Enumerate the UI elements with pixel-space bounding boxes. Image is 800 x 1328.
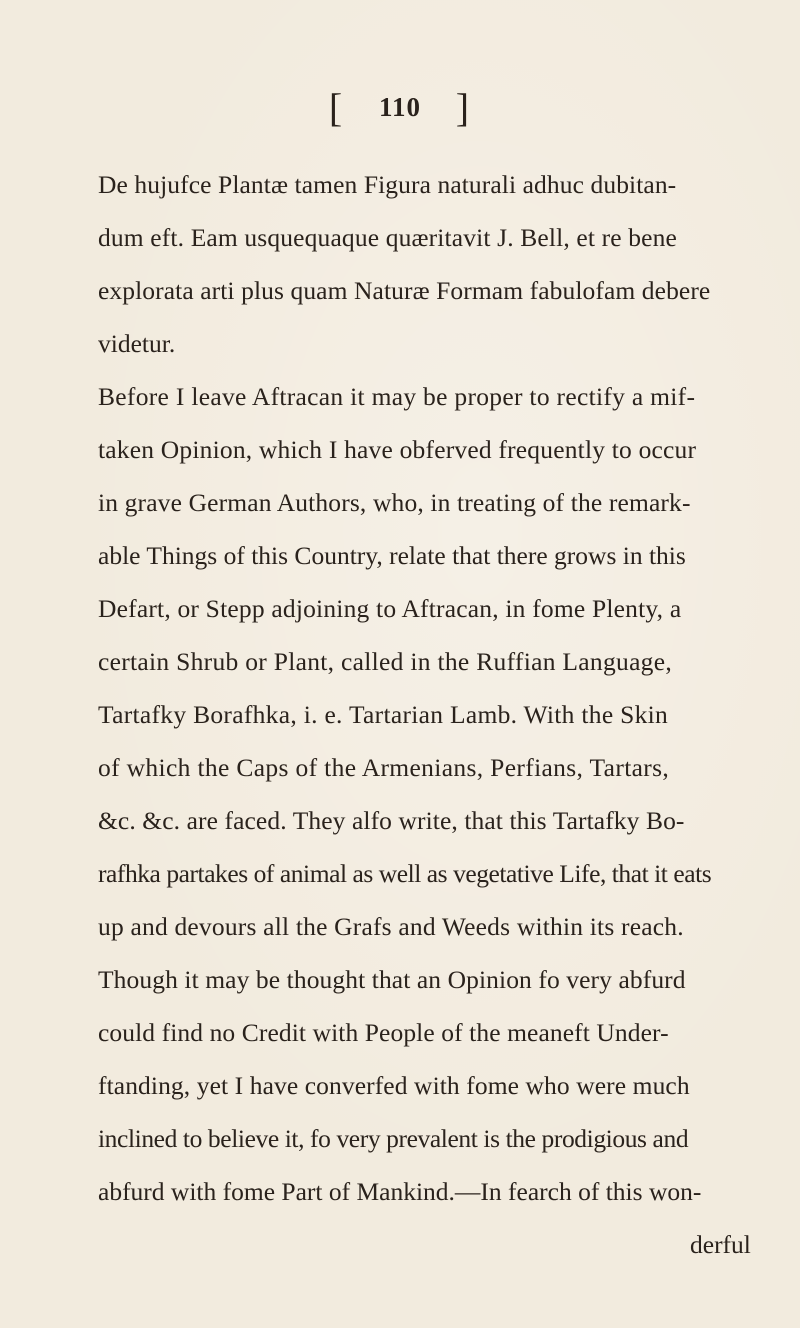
text-line: ftanding, yet I have converfed with fome who were much [98, 1071, 690, 1100]
text-line: up and devours all the Grafs and Weeds within its reach. [98, 912, 684, 941]
text-line: Tartafky Borafhka, i. e. Tartarian Lamb. With the Skin [98, 700, 669, 729]
right-bracket: ] [455, 85, 472, 130]
left-bracket: [ [328, 85, 345, 130]
text-line: De hujufce Plantæ tamen Figura naturali adhuc dubitan- [98, 170, 677, 199]
text-line: inclined to believe it, fo very prevalent is the prodigious and [98, 1124, 689, 1153]
text-line: abfurd with fome Part of Mankind.—In fearch of this won- [98, 1177, 702, 1206]
text-line: dum eft. Eam usquequaque quæritavit J. Bell, et re bene [98, 223, 678, 252]
page-number: 110 [378, 92, 421, 122]
text-line: Defart, or Stepp adjoining to Aftracan, in fome Plenty, a [98, 594, 682, 623]
text-line: Before I leave Aftracan it may be proper to rectify a mif- [98, 382, 696, 411]
text-line: Though it may be thought that an Opinion fo very abfurd [98, 965, 686, 994]
text-line: could find no Credit with People of the meaneft Under- [98, 1018, 669, 1047]
text-line: of which the Caps of the Armenians, Perfians, Tartars, [98, 753, 670, 782]
text-line: &c. &c. are faced. They alfo write, that this Tartafky Bo- [98, 806, 685, 835]
text-line: rafhka partakes of animal as well as vegetative Life, that it eats [98, 859, 712, 888]
catchword: derful [690, 1230, 751, 1259]
text-line: explorata arti plus quam Naturæ Formam fabulofam debere [98, 276, 711, 305]
page-header [0, 84, 800, 131]
text-line: certain Shrub or Plant, called in the Ruffian Language, [98, 647, 673, 676]
text-line: in grave German Authors, who, in treating of the remark- [98, 488, 691, 517]
text-line: taken Opinion, which I have obferved frequently to occur [98, 435, 697, 464]
text-line: able Things of this Country, relate that there grows in this [98, 541, 686, 570]
text-line: videtur. [98, 329, 176, 358]
